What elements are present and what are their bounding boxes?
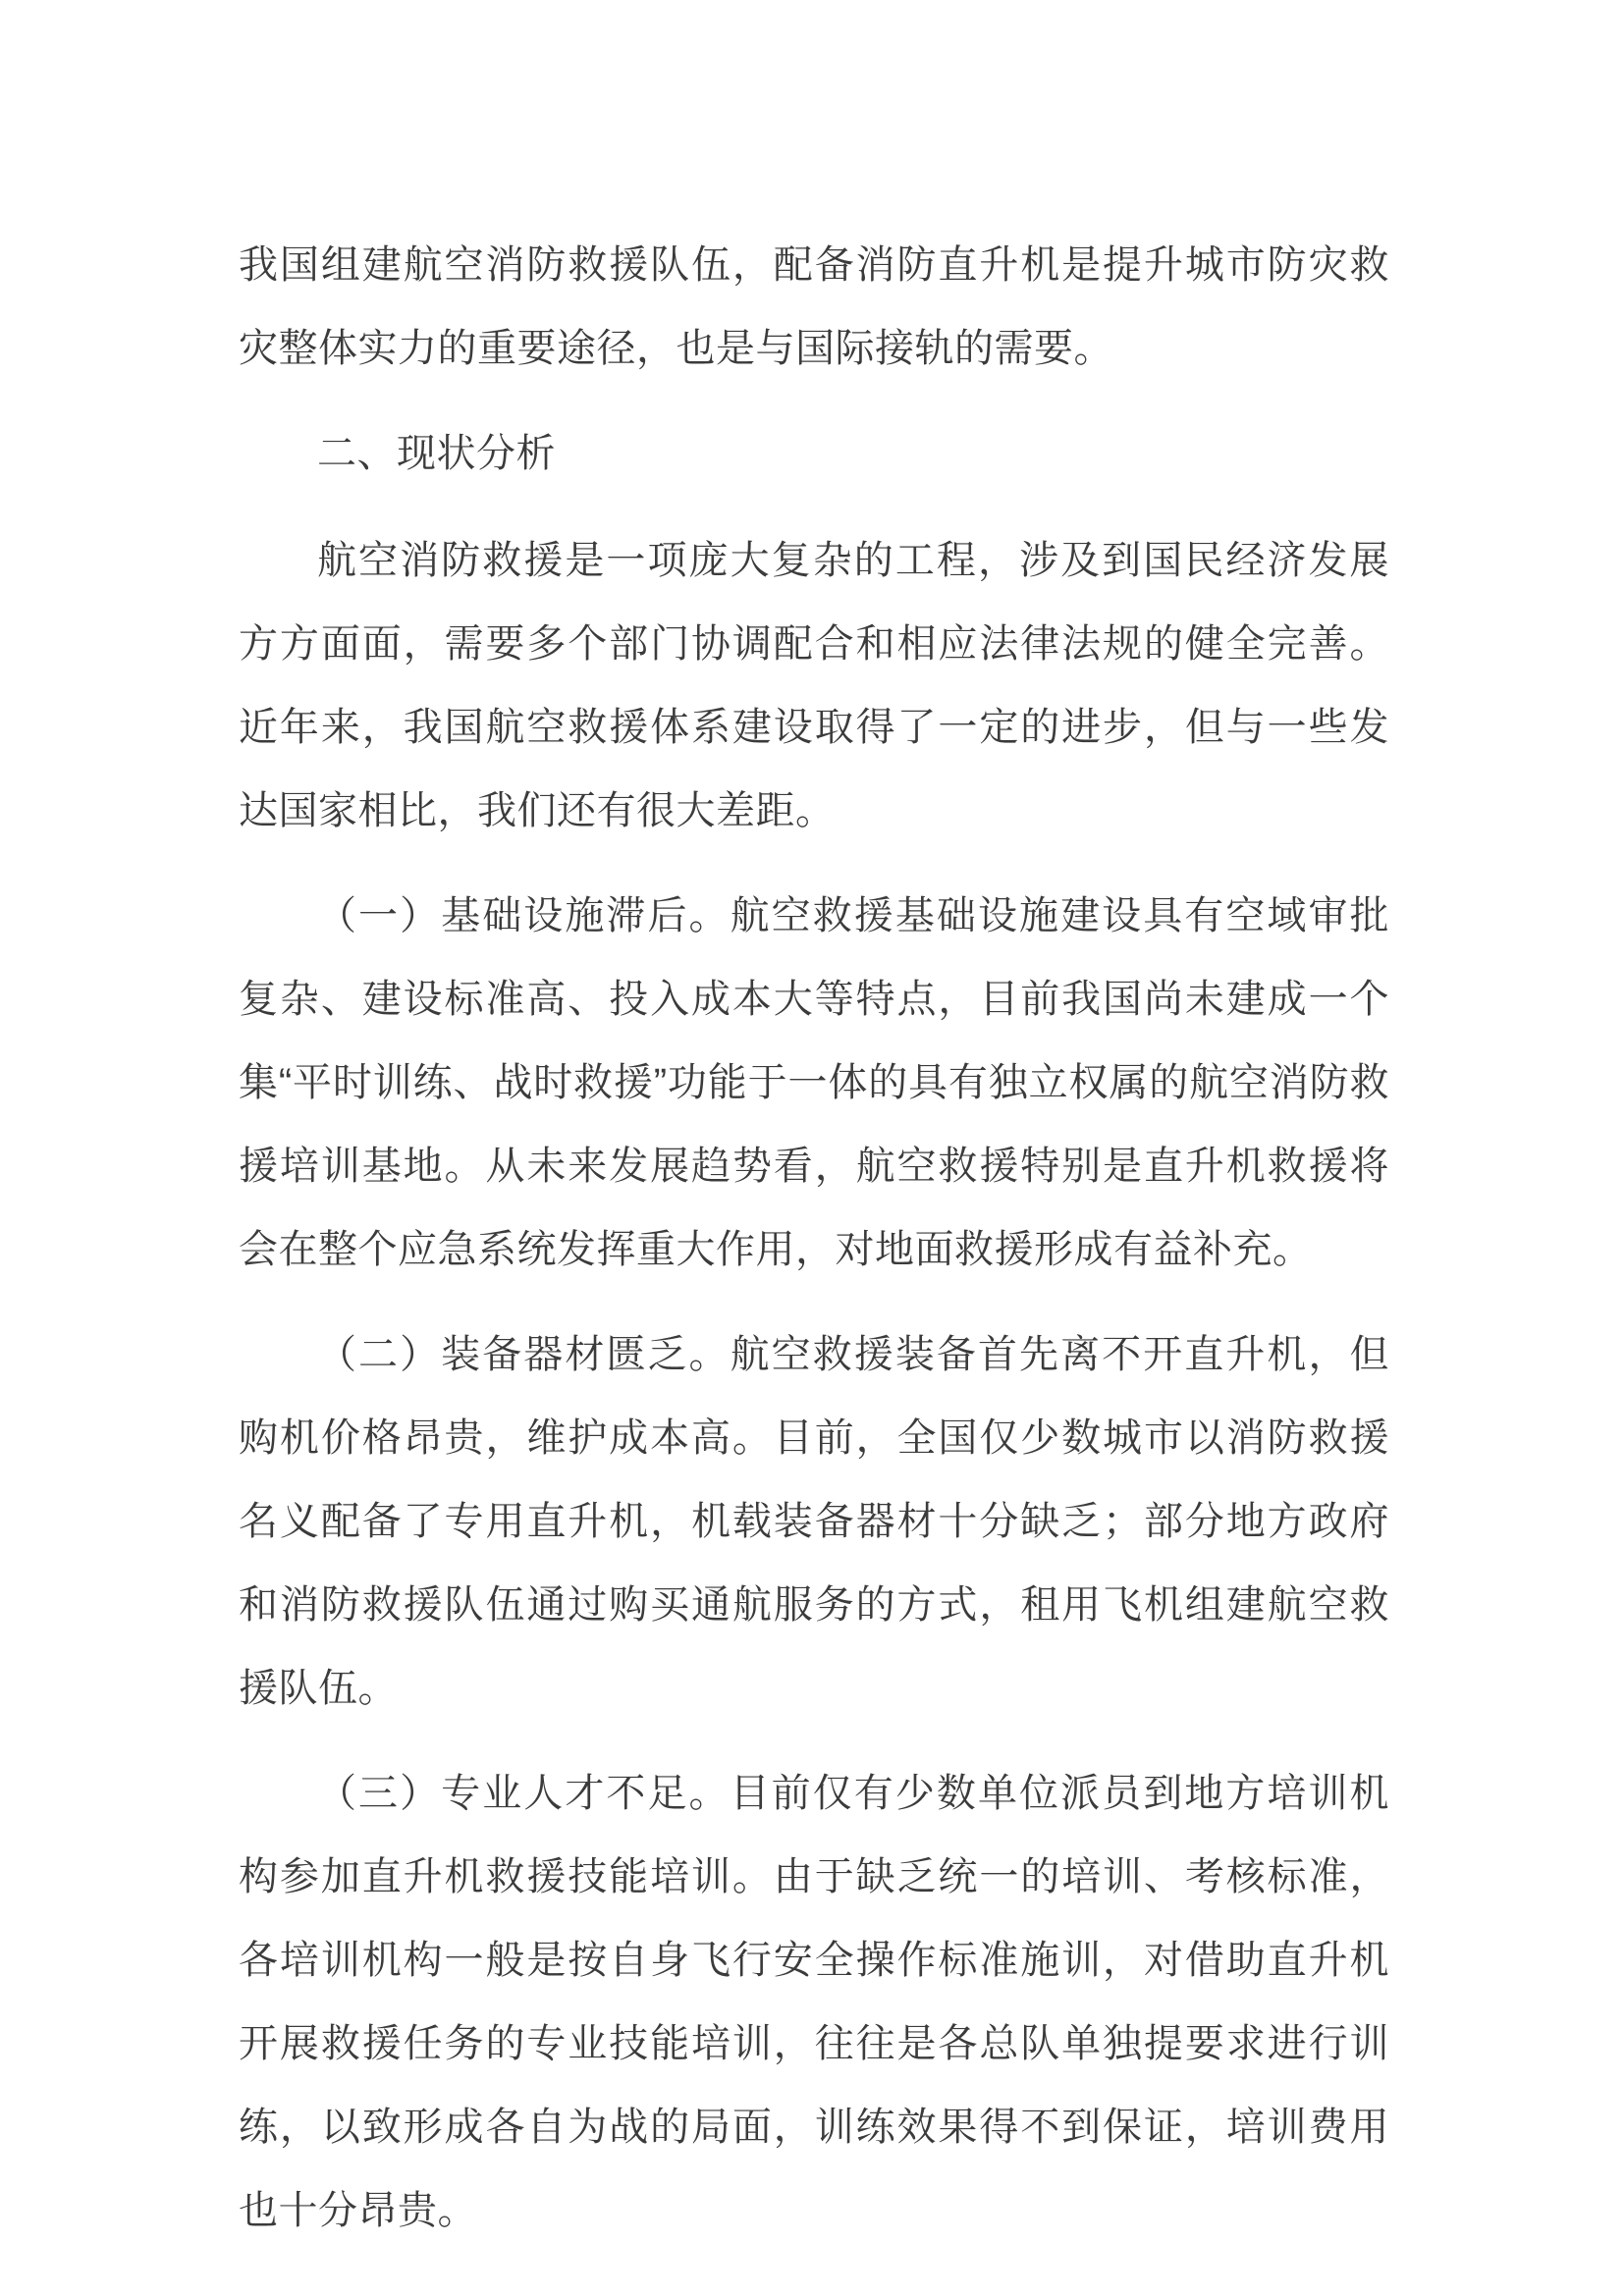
paragraph-intro: 我国组建航空消防救援队伍，配备消防直升机是提升城市防灾救灾整体实力的重要途径，也是与国际接轨的需要。 — [239, 243, 1389, 370]
document-body — [239, 224, 1389, 2274]
section-heading-two: 二、现状分析 — [317, 432, 556, 475]
paragraph-item-three: （三）专业人才不足。目前仅有少数单位派员到地方培训机构参加直升机救援技能培训。由于缺乏统一的培训、考核标准，各培训机构一般是按自身飞行安全操作标准施训，对借助直升机开展救援任务的专业技能培训，往往是各总队单独提要求进行训练，以致形成各自为战的局面，训练效果得不到保证，培训费用也十分昂贵。 — [239, 1772, 1389, 2232]
paragraph-item-two: （二）装备器材匮乏。航空救援装备首先离不开直升机，但购机价格昂贵，维护成本高。目前，全国仅少数城市以消防救援名义配备了专用直升机，机载装备器材十分缺乏；部分地方政府和消防救援队伍通过购买通航服务的方式，租用飞机组建航空救援队伍。 — [239, 1333, 1389, 1710]
paragraph-item-one: （一）基础设施滞后。航空救援基础设施建设具有空域审批复杂、建设标准高、投入成本大等特点，目前我国尚未建成一个集“平时训练、战时救援”功能于一体的具有独立权属的航空消防救援培训基地。从未来发展趋势看，航空救援特别是直升机救援将会在整个应急系统发挥重大作用，对地面救援形成有益补充。 — [239, 894, 1389, 1271]
paragraph-overview: 航空消防救援是一项庞大复杂的工程，涉及到国民经济发展方方面面，需要多个部门协调配合和相应法律法规的健全完善。近年来，我国航空救援体系建设取得了一定的进步，但与一些发达国家相比，我们还有很大差距。 — [239, 539, 1389, 832]
